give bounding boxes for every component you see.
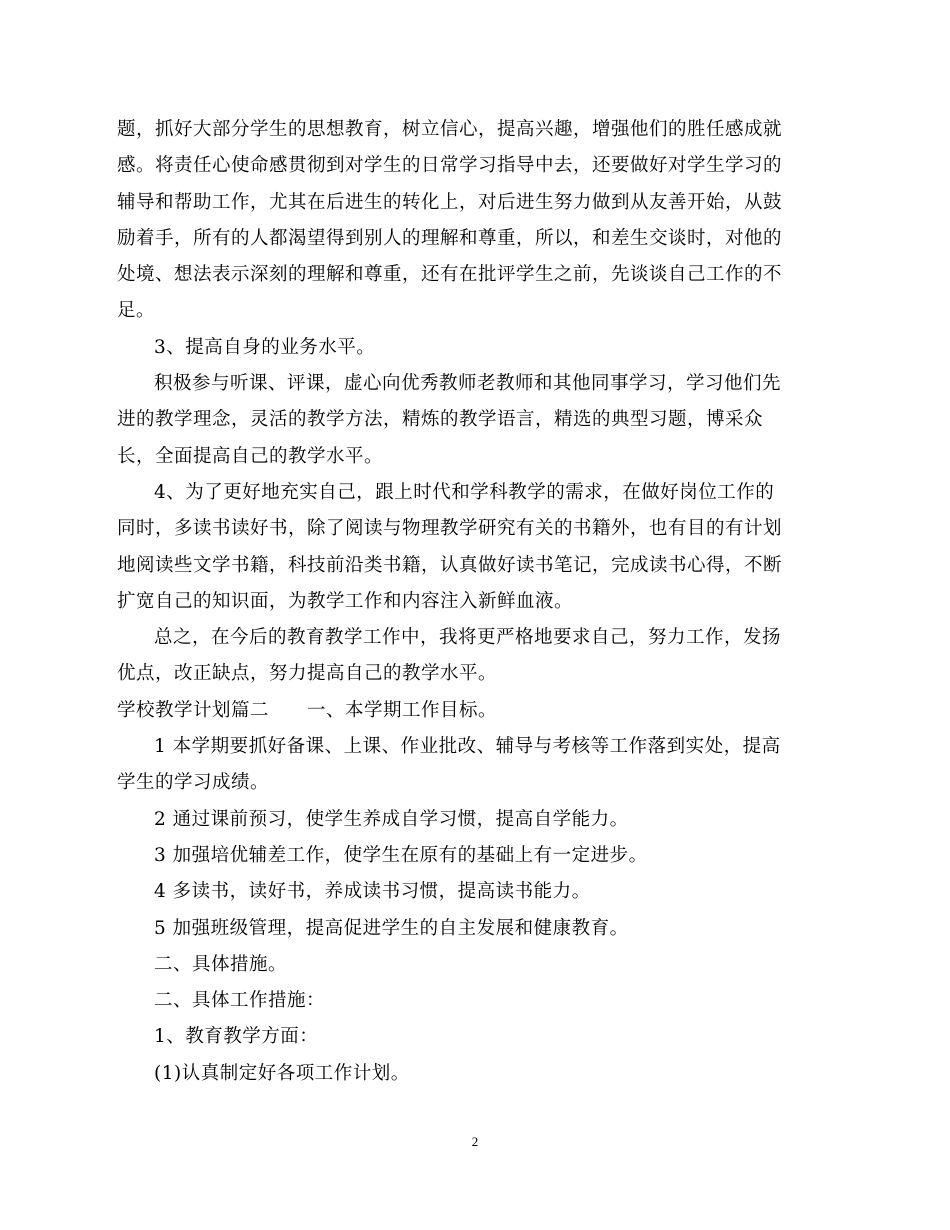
text-line: (1)认真制定好各项工作计划。 [154,1062,410,1084]
text-line: 同时，多读书读好书，除了阅读与物理教学研究有关的书籍外，也有目的有计划 [117,518,783,540]
text-line: 1 本学期要抓好备课、上课、作业批改、辅导与考核等工作落到实处，提高 [154,736,781,758]
text-line: 励着手，所有的人都渴望得到别人的理解和尊重，所以，和差生交谈时，对他的 [117,227,783,249]
text-line: 1、教育教学方面： [154,1026,319,1048]
text-line: 积极参与听课、评课，虚心向优秀教师老教师和其他同事学习，学习他们先 [154,373,782,395]
text-line: 处境、想法表示深刻的理解和尊重，还有在批评学生之前，先谈谈自己工作的不 [117,264,783,286]
text-line: 地阅读些文学书籍，科技前沿类书籍，认真做好读书笔记，完成读书心得，不断 [117,554,783,576]
text-line: 2 通过课前预习，使学生养成自学习惯，提高自学能力。 [154,808,629,830]
text-line: 足。 [117,300,156,322]
text-line: 进的教学理念，灵活的教学方法，精炼的教学语言，精选的典型习题，博采众 [117,409,764,431]
text-line: 优点，改正缺点，努力提高自己的教学水平。 [117,663,498,685]
text-line: 总之，在今后的教育教学工作中，我将更严格地要求自己，努力工作，发扬 [154,627,782,649]
text-line: 二、具体工作措施： [154,990,326,1012]
text-line: 二、具体措施。 [154,953,288,975]
text-line: 5 加强班级管理，提高促进学生的自主发展和健康教育。 [154,917,629,939]
text-line: 扩宽自己的知识面，为教学工作和内容注入新鲜血液。 [117,590,574,612]
text-line: 4、为了更好地充实自己，跟上时代和学科教学的需求，在做好岗位工作的 [154,481,775,503]
text-line: 3、提高自身的业务水平。 [154,336,376,358]
text-line: 3 加强培优辅差工作，使学生在原有的基础上有一定进步。 [154,844,648,866]
text-line: 辅导和帮助工作，尤其在后进生的转化上，对后进生努力做到从友善开始，从鼓 [117,191,783,213]
document-body [117,112,829,1092]
text-line: 学生的学习成绩。 [117,772,270,794]
text-line: 长，全面提高自己的教学水平。 [117,445,384,467]
text-line: 4 多读书，读好书，养成读书习惯，提高读书能力。 [154,881,591,903]
text-line: 学校教学计划篇二 一、本学期工作目标。 [117,699,498,721]
text-line: 题，抓好大部分学生的思想教育，树立信心，提高兴趣，增强他们的胜任感成就 [117,119,783,140]
page-number: 2 [471,1134,479,1149]
text-line: 感。将责任心使命感贯彻到对学生的日常学习指导中去，还要做好对学生学习的 [117,155,783,177]
